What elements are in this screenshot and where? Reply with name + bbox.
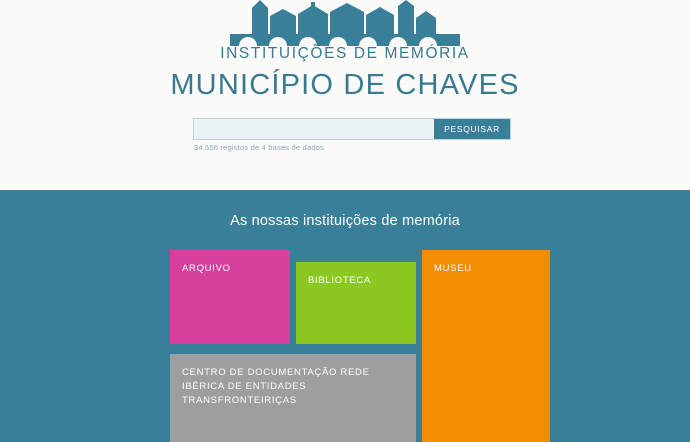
site-subtitle: INSTITUIÇÕES DE MEMÓRIA [220, 45, 470, 62]
tile-label: MUSEU [434, 263, 472, 274]
tile-label: BIBLIOTECA [308, 275, 371, 286]
tile-label: ARQUIVO [182, 263, 231, 274]
hero-section [0, 0, 690, 190]
tile-museu[interactable] [422, 250, 550, 442]
search-button[interactable]: PESQUISAR [434, 119, 510, 139]
tile-biblioteca[interactable] [296, 262, 416, 344]
institution-tiles [170, 250, 550, 442]
tile-centro-documentacao[interactable] [170, 354, 416, 442]
institutions-panel [0, 190, 690, 442]
town-skyline-silhouette-icon [0, 0, 690, 46]
search-bar[interactable] [193, 118, 511, 140]
panel-heading: As nossas instituições de memória [230, 213, 460, 229]
search-input[interactable] [194, 119, 434, 139]
tile-arquivo[interactable] [170, 250, 290, 344]
record-count-text: 34.556 registos de 4 bases de dados [194, 143, 325, 152]
site-title: MUNICÍPIO DE CHAVES [170, 69, 520, 101]
page-title [0, 44, 690, 103]
tile-label: CENTRO DE DOCUMENTAÇÃO REDE IBÉRICA DE ENTIDADES TRANSFRONTEIRIÇAS [182, 367, 370, 406]
